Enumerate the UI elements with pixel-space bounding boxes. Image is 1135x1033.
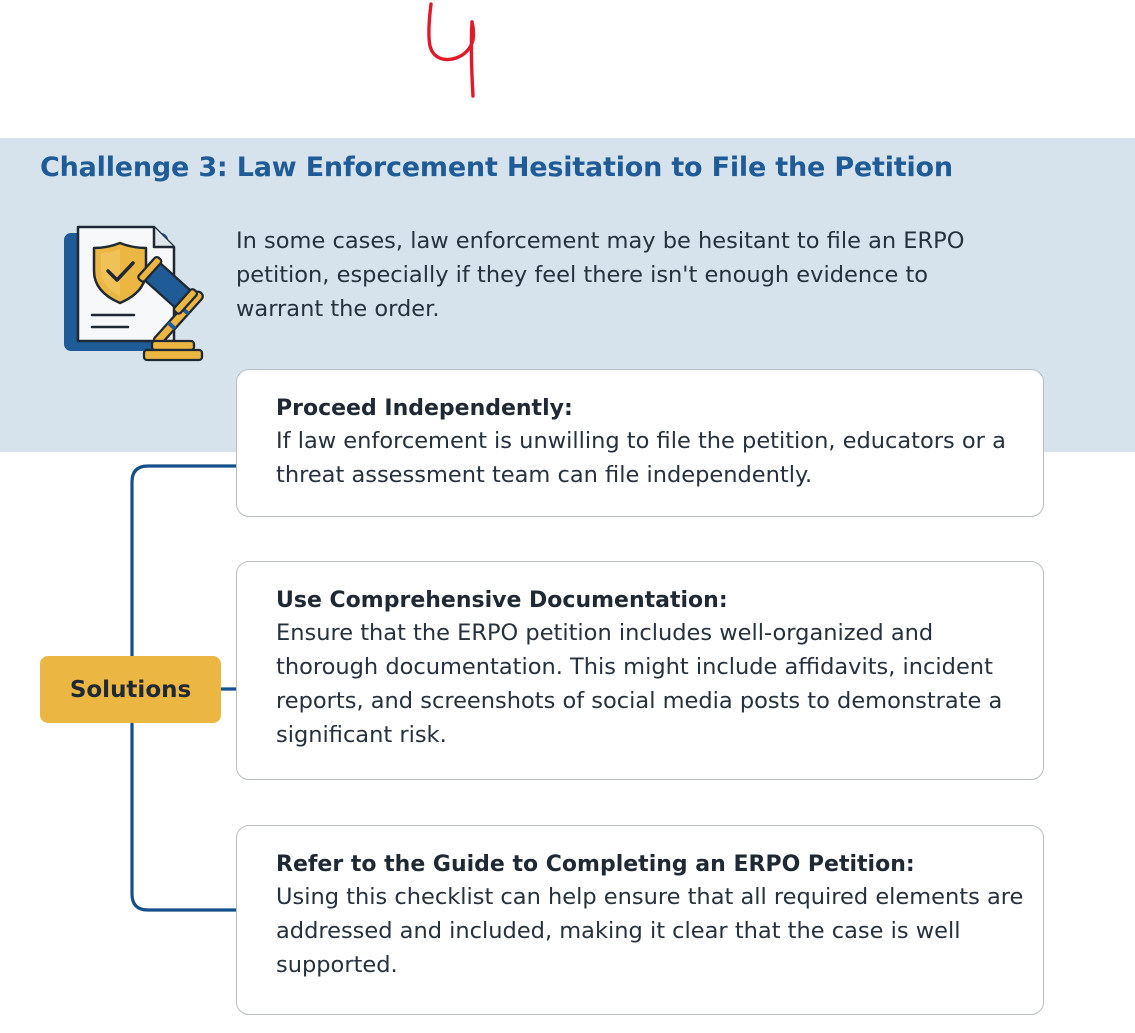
challenge-title: Challenge 3: Law Enforcement Hesitation to File the Petition bbox=[40, 152, 953, 183]
solution-text: Using this checklist can help ensure that all required elements are addressed and included, making it clear that the case is well supported. bbox=[276, 884, 1024, 978]
solution-card-refer-to-guide bbox=[236, 825, 1044, 1015]
challenge-description: In some cases, law enforcement may be hesitant to file an ERPO petition, especially if they feel there isn't enough evidence to warrant the order. bbox=[236, 228, 965, 322]
solution-card-proceed-independently bbox=[236, 369, 1044, 517]
solution-title: Use Comprehensive Documentation: bbox=[276, 588, 728, 613]
solution-text: Ensure that the ERPO petition includes well-organized and thorough documentation. This might include affidavits, incident reports, and screenshots of social media posts to demonstrate a significant risk. bbox=[276, 620, 1003, 748]
solution-title: Refer to the Guide to Completing an ERPO Petition: bbox=[276, 852, 915, 877]
solution-text: If law enforcement is unwilling to file the petition, educators or a threat assessment team can file independently. bbox=[276, 428, 1006, 488]
handwritten-page-number-4 bbox=[420, 0, 486, 98]
document-shield-gavel-icon bbox=[58, 213, 230, 363]
solution-title: Proceed Independently: bbox=[276, 396, 573, 421]
solutions-label: Solutions bbox=[40, 656, 221, 723]
solution-card-comprehensive-documentation bbox=[236, 561, 1044, 780]
